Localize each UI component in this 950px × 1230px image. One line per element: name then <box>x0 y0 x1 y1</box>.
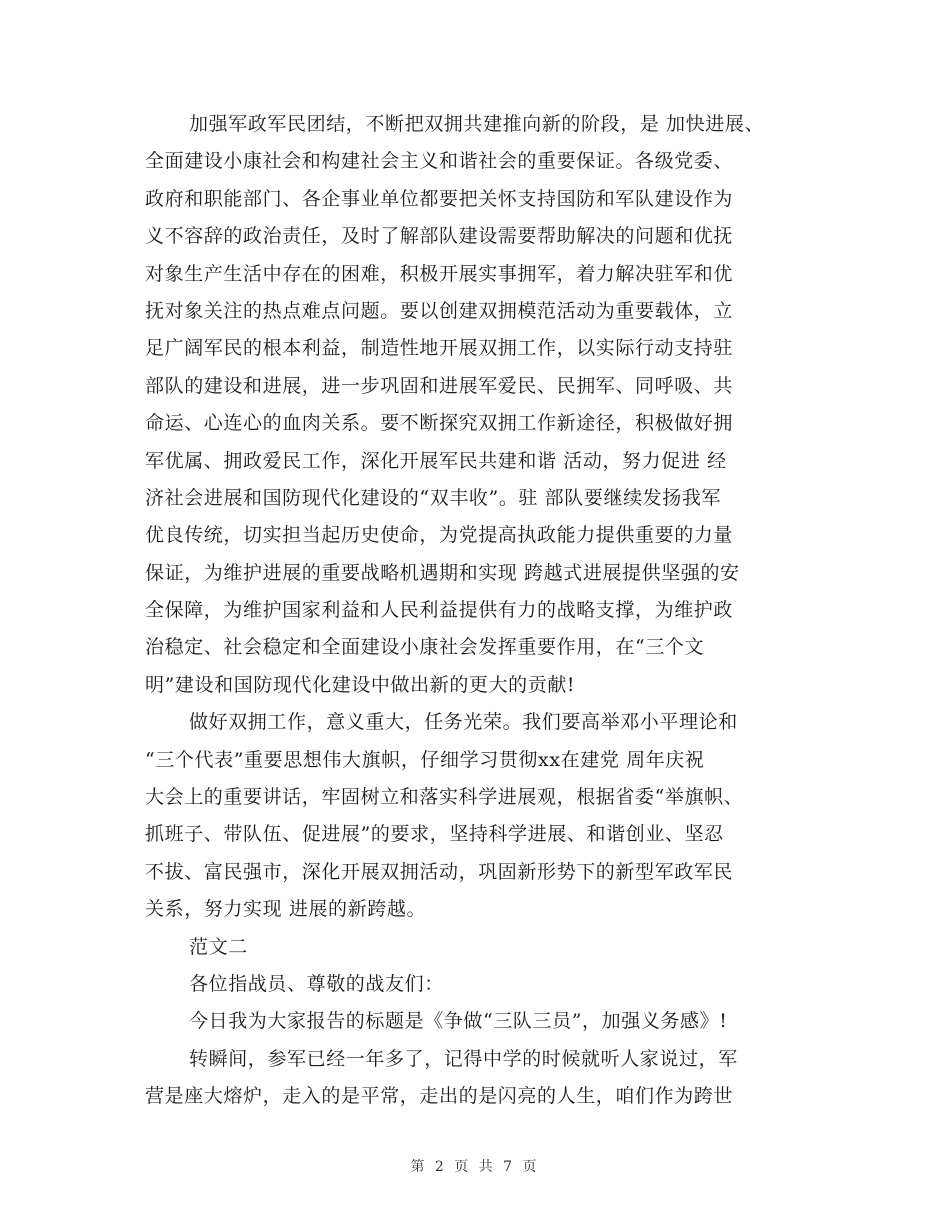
text-line: 抚对象关注的热点难点问题。要以创建双拥模范活动为重要载体，立 <box>145 299 734 322</box>
document-body <box>145 106 825 1116</box>
text-line: 做好双拥工作，意义重大，任务光荣。我们要高举邓小平理论和 <box>189 711 738 734</box>
text-line: 命运、心连心的血肉关系。要不断探究双拥工作新途径，积极做好拥 <box>145 412 734 435</box>
text-line: 营是座大熔炉，走入的是平常，走出的是闪亮的人生，咱们作为跨世 <box>145 1085 734 1108</box>
text-line: 加强军政军民团结，不断把双拥共建推向新的阶段，是 加快进展、 <box>189 113 765 135</box>
text-line: 范文二 <box>189 935 248 958</box>
text-line: 抓班子、带队伍、促进展”的要求，坚持科学进展、和谐创业、坚忍 <box>145 823 724 846</box>
text-line: 不拔、富民强市，深化开展双拥活动，巩固新形势下的新型军政军民 <box>145 860 734 883</box>
text-line: 明”建设和国防现代化建设中做出新的更大的贡献! <box>145 673 576 696</box>
text-line: “三个代表”重要思想伟大旗帜，仔细学习贯彻xx在建党 周年庆祝 <box>145 748 705 771</box>
text-line: 部队的建设和进展，进一步巩固和进展军爱民、民拥军、同呼吸、共 <box>145 374 734 397</box>
page-number-footer: 第 2 页 共 7 页 <box>410 1159 540 1175</box>
text-line: 各位指战员、尊敬的战友们： <box>189 972 444 995</box>
text-line: 转瞬间，参军已经一年多了，记得中学的时候就听人家说过，军 <box>189 1047 738 1070</box>
text-line: 保证，为维护进展的重要战略机遇期和实现 跨越式进展提供坚强的安 <box>145 561 740 584</box>
text-line: 治稳定、社会稳定和全面建设小康社会发挥重要作用，在“三个文 <box>145 636 705 659</box>
text-line: 足广阔军民的根本利益，制造性地开展双拥工作，以实际行动支持驻 <box>145 337 734 360</box>
text-line: 义不容辞的政治责任，及时了解部队建设需要帮助解决的问题和优抚 <box>145 225 734 248</box>
text-line: 优良传统，切实担当起历史使命，为党提高执政能力提供重要的力量 <box>145 524 734 547</box>
text-line: 全保障，为维护国家利益和人民利益提供有力的战略支撑，为维护政 <box>145 599 734 622</box>
text-line: 大会上的重要讲话，牢固树立和落实科学进展观，根据省委“举旗帜、 <box>145 786 744 809</box>
text-line: 军优属、拥政爱民工作，深化开展军民共建和谐 活动，努力促进 经 <box>145 449 727 472</box>
text-line: 关系，努力实现 进展的新跨越。 <box>145 898 427 921</box>
text-line: 全面建设小康社会和构建社会主义和谐社会的重要保证。各级党委、 <box>145 150 734 173</box>
text-line: 济社会进展和国防现代化建设的“双丰收”。驻 部队要继续发扬我军 <box>145 486 722 509</box>
text-line: 政府和职能部门、各企事业单位都要把关怀支持国防和军队建设作为 <box>145 187 734 210</box>
text-line: 今日我为大家报告的标题是《争做“三队三员”，加强义务感》! <box>189 1010 728 1033</box>
text-line: 对象生产生活中存在的困难，积极开展实事拥军，着力解决驻军和优 <box>145 262 734 285</box>
